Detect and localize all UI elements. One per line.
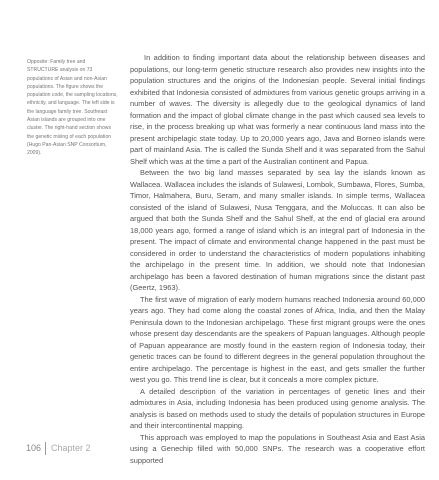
- figure-caption: Opposite: Family tree and STRUCTURE analysis on 73 populations of Asian and non-Asian populations. The figure shows the population code, the sampling locations, ethnicity, and language. The left side is the language family tree. Southeast Asian islands are grouped into one cluster. The right-hand section shows the genetic mixing of each population (Hugo Pan-Asian SNP Consortium, 2009).: [27, 59, 118, 157]
- body-paragraph: The first wave of migration of early modern humans reached Indonesia around 60,000 years ago. They had come along the coastal zones of Africa, India, and then the Malay Peninsula down to the Indonesian archipelago. These first migrant groups were the ones whose present day descendants are the speakers of Papuan languages. Although people of Papuan appearance are mostly found in the eastern region of Indonesia today, their genetic traces can be found to different degrees in the general population throughout the entire archipelago. The percentage is highest in the east, and gets smaller the further west you go. This trend line is clear, but it conceals a more complex picture.: [130, 294, 425, 384]
- chapter-label: Chapter 2: [51, 443, 91, 453]
- page-footer: [26, 441, 91, 455]
- body-paragraph: A detailed description of the variation in percentages of genetic lines and their admixtures in Asia, including Indonesia has been produced using genome analysis. The analysis is based on methods used to study the details of population structures in Europe and their intercontinental mapping.: [130, 386, 425, 430]
- body-paragraph: Between the two big land masses separated by sea lay the islands known as Wallacea. Wallacea includes the islands of Sulawesi, Lombok, Sumbawa, Flores, Sumba, Timor, Halmahera, Buru, Seram, and many smaller islands. In simple terms, Wallacea consisted of the island of Sulawesi, Nusa Tenggara, and the Moluccas. It can also be argued that both the Sunda Shelf and the Sahul Shelf, at the end of glacial era around 18,000 years ago, formed a range of island which is an integral part of Indonesia in the present. The impact of climate and environmental change happened in the past must be considered in order to understand the characteristics of modern populations inhabiting the archipelago in the present time. In addition, we should note that Indonesian archipelago has been a favored destination of human migrations since the distant past (Geertz, 1963).: [130, 168, 425, 292]
- main-body-text: [130, 52, 425, 466]
- page-number: 106: [26, 443, 42, 453]
- body-paragraph: In addition to finding important data about the relationship between diseases and populations, our long-term genetic structure research also provides new insights into the population structures and the origins of the Indonesian people. Several initial findings exhibited that Indonesia consisted of admixtures from various genetic groups arriving in a number of waves. The diversity is allegedly due to the geological dynamics of land formation and the impact of global climate change in the past which caused sea levels to rise, in the process breaking up what was formerly a near continuous land mass into the present archipelagic state today. Up to 20,000 years ago, Java and Borneo islands were part of mainland Asia. The is called the Sunda Shelf and it was separated from the Sahul Shelf which was at the time a part of the Australian continent and Papua.: [130, 53, 425, 166]
- footer-divider: [45, 442, 46, 455]
- body-paragraph: This approach was employed to map the populations in Southeast Asia and East Asia using a Genechip filled with 50,000 SNPs. The research was a cooperative effort supported: [130, 432, 425, 465]
